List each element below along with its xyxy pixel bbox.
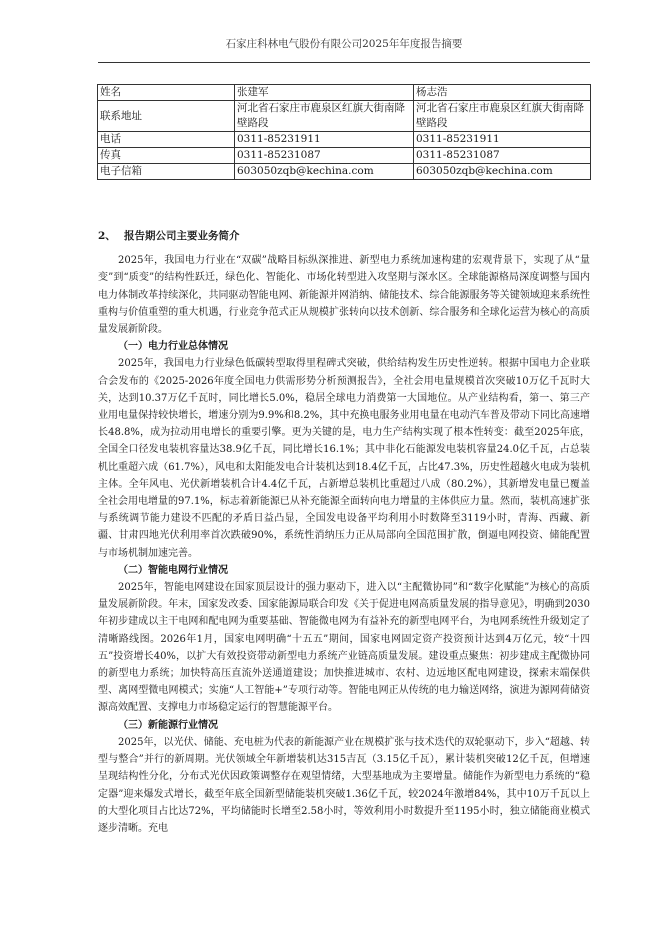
table-row <box>98 148 591 164</box>
smart-grid-paragraph: 2025年，智能电网建设在国家顶层设计的强力驱动下，进入以“主配微协同”和“数字化赋能”为核心的高质量发展新阶段。年末，国家发改委、国家能源局联合印发《关于促进电网高质量发展的指导意见》，明确到2030年初步建成以主干电网和配电网为重要基础、智能微电网为有益补充的新型电网平台，为电网系统性升级划定了清晰路线图。2026年1月，国家电网明确“十五五”期间，国家电网固定资产投资预计达到4万亿元，较“十四五”投资增长40%，以扩大有效投资带动新型电力系统产业链高质量发展。建设重点聚焦：初步建成主配微协同的新型电力系统；加快特高压直流外送通道建设；加快推进城市、农村、边远地区配电网建设，探索末端保供型、离网型微电网模式；实施“人工智能+”专项行动等。智能电网正从传统的电力输送网络，演进为源网荷储资源高效配置、支撑电力市场稳定运行的智慧能源平台。 <box>98 582 590 714</box>
table-cell: 0311-85231911 <box>414 132 591 148</box>
table-cell: 603050zqb@kechina.com <box>235 164 414 180</box>
table-cell: 姓名 <box>98 85 235 101</box>
section-heading <box>98 228 590 245</box>
section-number: 2、 <box>98 230 116 242</box>
table-cell: 0311-85231911 <box>235 132 414 148</box>
table-cell: 电子信箱 <box>98 164 235 180</box>
power-industry-paragraph: 2025年，我国电力行业绿色低碳转型取得里程碑式突破，供给结构发生历史性逆转。根据中国电力企业联合会发布的《2025-2026年度全国电力供需形势分析预测报告》，全社会用电量规模首次突破10万亿千瓦时大关，达到10.37万亿千瓦时，同比增长5.0%，稳居全球电力消费第一大国地位。从产业结构看，第一、第三产业用电量保持较快增长，增速分别为9.9%和8.2%，其中充换电服务业用电量在电动汽车普及带动下同比高速增长48.8%，成为拉动用电增长的重要引擎。更为关键的是，电力生产结构实现了根本性转变：截至2025年底，全国全口径发电装机容量达38.9亿千瓦，同比增长16.1%；其中非化石能源发电装机容量24.0亿千瓦，占总装机比重超六成（61.7%），风电和太阳能发电合计装机达到18.4亿千瓦，占比47.3%，历史性超越火电成为装机主体。全年风电、光伏新增装机合计4.4亿千瓦，占新增总装机比重超过八成（80.2%），其新增发电量已覆盖全社会用电增量的97.1%，标志着新能源已从补充能源全面转向电力增量的主体供应力量。然而，装机高速扩张与系统调节能力建设不匹配的矛盾日益凸显，全国发电设备平均利用小时数降至3119小时，青海、西藏、新疆、甘肃四地光伏利用率首次跌破90%，系统性消纳压力正从局部向全国范围扩散，倒逼电网投资、储能配置与市场机制加速完善。 <box>98 358 590 559</box>
table-cell: 河北省石家庄市鹿泉区红旗大街南降壁路段 <box>414 101 591 132</box>
section-title: 报告期公司主要业务简介 <box>124 230 240 242</box>
table-cell: 603050zqb@kechina.com <box>414 164 591 180</box>
table-cell: 河北省石家庄市鹿泉区红旗大街南降壁路段 <box>235 101 414 132</box>
table-cell: 电话 <box>98 132 235 148</box>
subsection-title-power: （一）电力行业总体情况 <box>118 341 228 353</box>
table-cell: 杨志浩 <box>414 85 591 101</box>
page-header: 石家庄科林电气股份有限公司2025年年度报告摘要 <box>225 38 463 50</box>
table-row <box>98 85 591 101</box>
table-cell: 张建军 <box>235 85 414 101</box>
subsection-title-smart-grid: （二）智能电网行业情况 <box>118 564 228 576</box>
table-row <box>98 164 591 180</box>
contact-table <box>97 84 591 180</box>
table-cell: 传真 <box>98 148 235 164</box>
subsection-title-new-energy: （三）新能源行业情况 <box>118 719 218 731</box>
business-overview <box>98 228 590 837</box>
table-cell: 0311-85231087 <box>235 148 414 164</box>
new-energy-paragraph: 2025年，以光伏、储能、充电桩为代表的新能源产业在规模扩张与技术迭代的双轮驱动下，步入“超越、转型与整合”并行的新周期。光伏领域全年新增装机达315吉瓦（3.15亿千瓦），累计装机突破12亿千瓦，但增速呈现结构性分化，分布式光伏因政策调整存在观望情绪，大型基地成为主要增量。储能作为新型电力系统的“稳定器”迎来爆发式增长，截至年底全国新型储能装机突破1.36亿千瓦，较2024年激增84%，其中10万千瓦以上的大型化项目占比达72%，平均储能时长增至2.58小时，等效利用小时数提升至1195小时，独立储能商业模式逐步清晰。充电 <box>98 736 590 834</box>
table-cell: 联系地址 <box>98 101 235 132</box>
header-divider <box>98 62 590 63</box>
table-cell: 0311-85231087 <box>414 148 591 164</box>
intro-paragraph: 2025年，我国电力行业在“双碳”战略目标纵深推进、新型电力系统加速构建的宏观背景下，实现了从“量变”到“质变”的结构性跃迁，绿色化、智能化、市场化转型进入攻坚期与深水区。全球能源格局深度调整与国内电力体制改革持续深化，共同驱动智能电网、新能源并网消纳、储能技术、综合能源服务等关键领域迎来系统性重构与价值重塑的重大机遇，行业竞争范式正从规模扩张转向以技术创新、综合服务和全球化运营为核心的高质量发展新阶段。 <box>98 255 590 336</box>
table-row <box>98 132 591 148</box>
table-row <box>98 101 591 132</box>
